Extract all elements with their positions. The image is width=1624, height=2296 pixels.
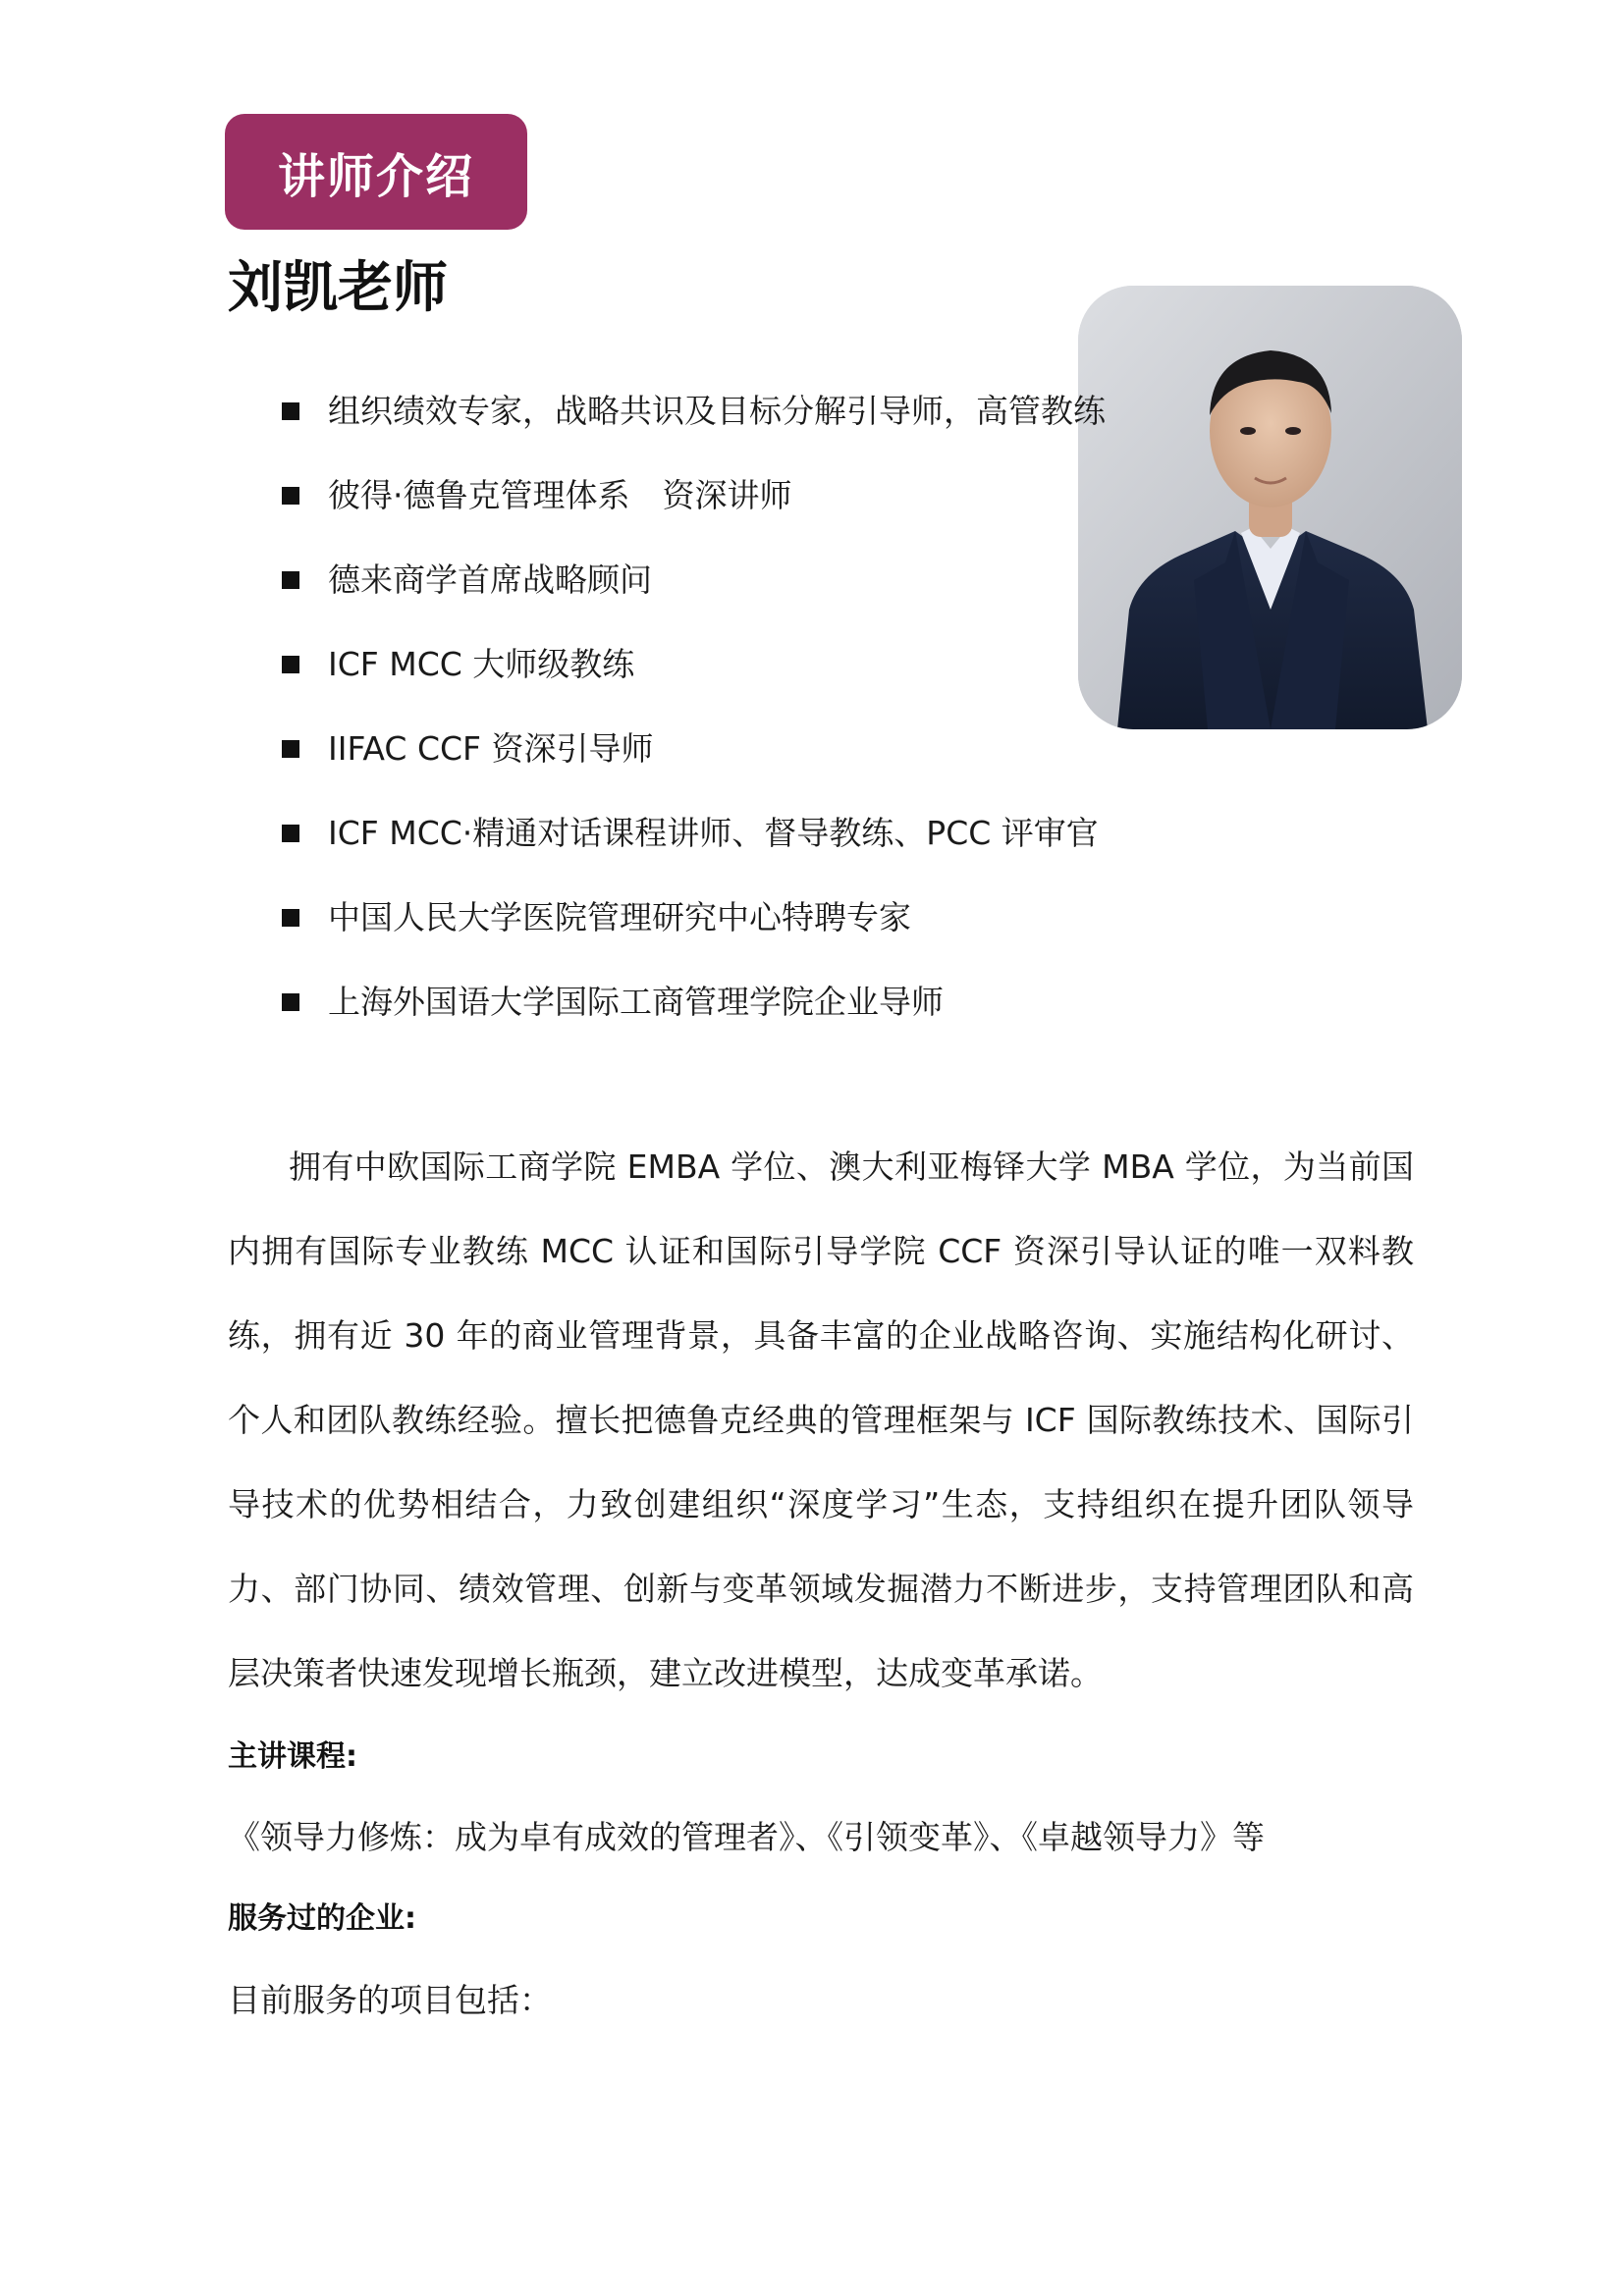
credential-text: 组织绩效专家，战略共识及目标分解引导师，高管教练 bbox=[328, 392, 1106, 430]
credential-item bbox=[277, 707, 1141, 791]
clients-heading: 服务过的企业: bbox=[228, 1901, 416, 1936]
square-bullet-icon bbox=[282, 993, 299, 1011]
courses-heading: 主讲课程: bbox=[228, 1739, 357, 1774]
square-bullet-icon bbox=[282, 825, 299, 842]
square-bullet-icon bbox=[282, 909, 299, 927]
credentials-list bbox=[277, 369, 1141, 1044]
credential-item bbox=[277, 791, 1141, 876]
credential-item bbox=[277, 369, 1141, 454]
courses-text: 《领导力修炼：成为卓有成效的管理者》、《引领变革》、《卓越领导力》等 bbox=[228, 1818, 1265, 1856]
square-bullet-icon bbox=[282, 487, 299, 505]
credential-item bbox=[277, 454, 1141, 538]
square-bullet-icon bbox=[282, 571, 299, 589]
credential-text: 德来商学首席战略顾问 bbox=[328, 561, 652, 599]
credential-item bbox=[277, 622, 1141, 707]
section-badge-label: 讲师介绍 bbox=[277, 148, 474, 204]
credential-item bbox=[277, 876, 1141, 960]
credential-text: ICF MCC·精通对话课程讲师、督导教练、PCC 评审官 bbox=[328, 814, 1099, 852]
credential-text: 中国人民大学医院管理研究中心特聘专家 bbox=[328, 898, 911, 936]
bio-paragraph: 拥有中欧国际工商学院 EMBA 学位、澳大利亚梅铎大学 MBA 学位，为当前国内拥有国际专业教练 MCC 认证和国际引导学院 CCF 资深引导认证的唯一双料教练，拥有近 30 年的商业管理背景，具备丰富的企业战略咨询、实施结构化研讨、个人和团队教练经验。擅长把德鲁克经典的管理框架与 ICF 国际教练技术、国际引导技术的优势相结合，力致创建组织“深度学习”生态，支持组织在提升团队领导力、部门协同、绩效管理、创新与变革领域发掘潜力不断进步，支持管理团队和高层决策者快速发现增长瓶颈，建立改进模型，达成变革承诺。 bbox=[228, 1148, 1414, 1692]
credential-text: 彼得·德鲁克管理体系 资深讲师 bbox=[328, 476, 792, 514]
clients-text: 目前服务的项目包括： bbox=[228, 1981, 552, 2019]
credential-item bbox=[277, 538, 1141, 622]
credential-text: IIFAC CCF 资深引导师 bbox=[328, 729, 654, 768]
section-badge bbox=[225, 114, 527, 230]
square-bullet-icon bbox=[282, 656, 299, 673]
credential-text: ICF MCC 大师级教练 bbox=[328, 645, 635, 683]
credential-item bbox=[277, 960, 1141, 1044]
teacher-name: 刘凯老师 bbox=[228, 256, 448, 320]
square-bullet-icon bbox=[282, 740, 299, 758]
credential-text: 上海外国语大学国际工商管理学院企业导师 bbox=[328, 983, 944, 1021]
square-bullet-icon bbox=[282, 402, 299, 420]
